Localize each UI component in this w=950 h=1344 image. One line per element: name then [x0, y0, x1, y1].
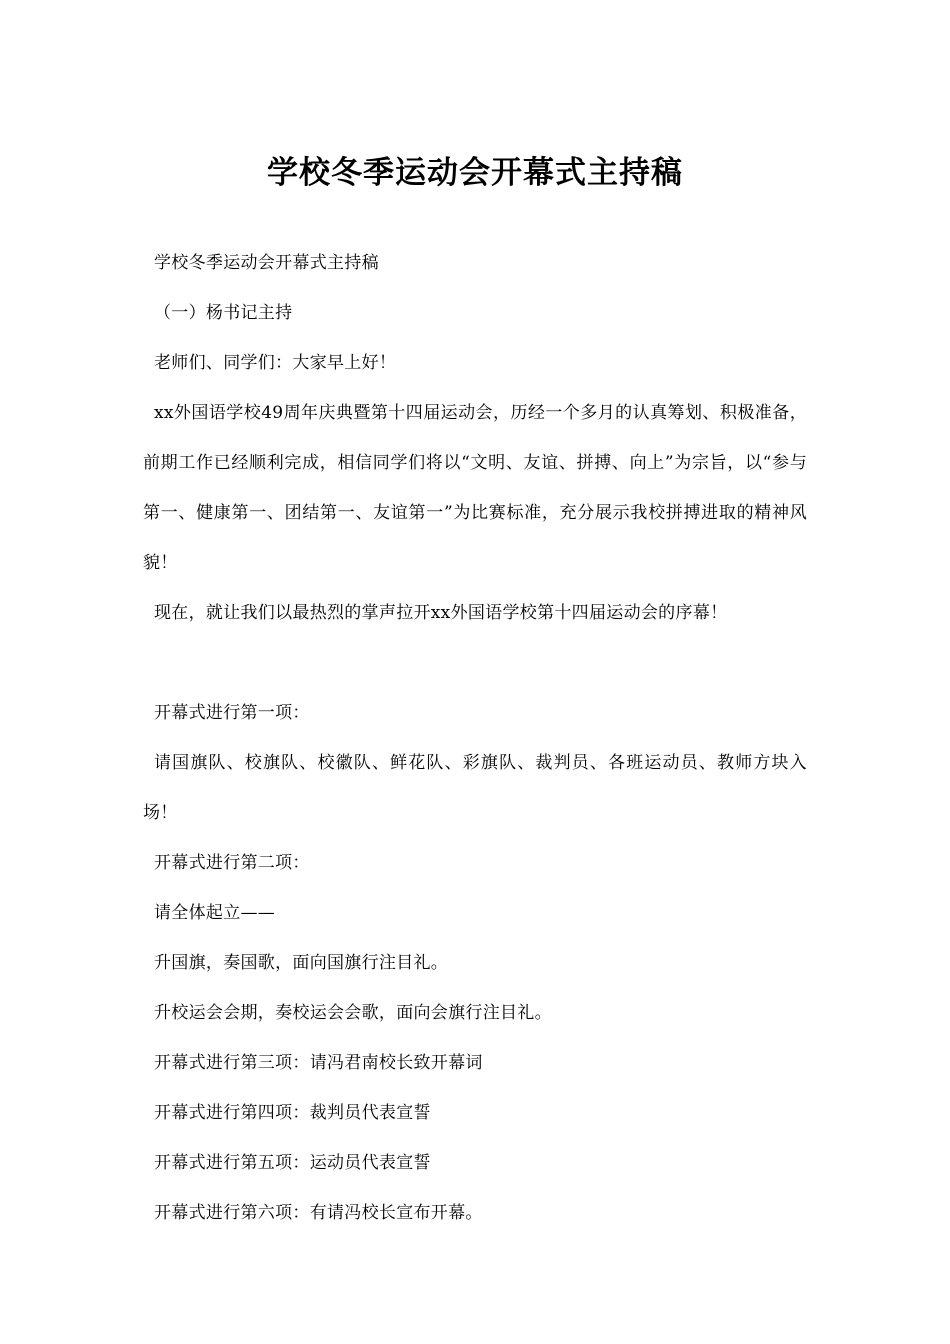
paragraph-host: （一）杨书记主持 — [154, 303, 293, 323]
paragraph-spacer — [143, 638, 807, 688]
paragraph-intro: xx外国语学校49周年庆典暨第十四届运动会，历经一个多月的认真筹划、积极准备，前期工作已经顺利完成，相信同学们将以“文明、友谊、拼搏、向上”为宗旨，以“参与第一、健康第一、团结第一、友谊第一”为比赛标准，充分展示我校拼搏进取的精神风貌！ — [143, 403, 807, 573]
document-title: 学校冬季运动会开幕式主持稿 — [267, 154, 683, 191]
paragraph-item-5: 开幕式进行第五项：运动员代表宣誓 — [154, 1153, 431, 1173]
document-body — [143, 238, 807, 1238]
paragraph-subtitle: 学校冬季运动会开幕式主持稿 — [154, 253, 379, 273]
paragraph-item-6: 开幕式进行第六项：有请冯校长宣布开幕。 — [154, 1203, 483, 1223]
paragraph-item-4: 开幕式进行第四项：裁判员代表宣誓 — [154, 1103, 431, 1123]
paragraph-greeting: 老师们、同学们：大家早上好！ — [154, 353, 397, 373]
paragraph-school-flag: 升校运会会期，奏校运会会歌，面向会旗行注目礼。 — [154, 1003, 552, 1023]
paragraph-opening: 现在，就让我们以最热烈的掌声拉开xx外国语学校第十四届运动会的序幕！ — [154, 603, 728, 623]
paragraph-item-2: 开幕式进行第二项： — [154, 853, 310, 873]
paragraph-item-1-detail: 请国旗队、校旗队、校徽队、鲜花队、彩旗队、裁判员、各班运动员、教师方块入场！ — [143, 753, 807, 823]
paragraph-stand-up: 请全体起立—— — [154, 903, 276, 923]
paragraph-item-1: 开幕式进行第一项： — [154, 703, 310, 723]
paragraph-national-flag: 升国旗，奏国歌，面向国旗行注目礼。 — [154, 953, 449, 973]
paragraph-item-3: 开幕式进行第三项：请冯君南校长致开幕词 — [154, 1053, 483, 1073]
